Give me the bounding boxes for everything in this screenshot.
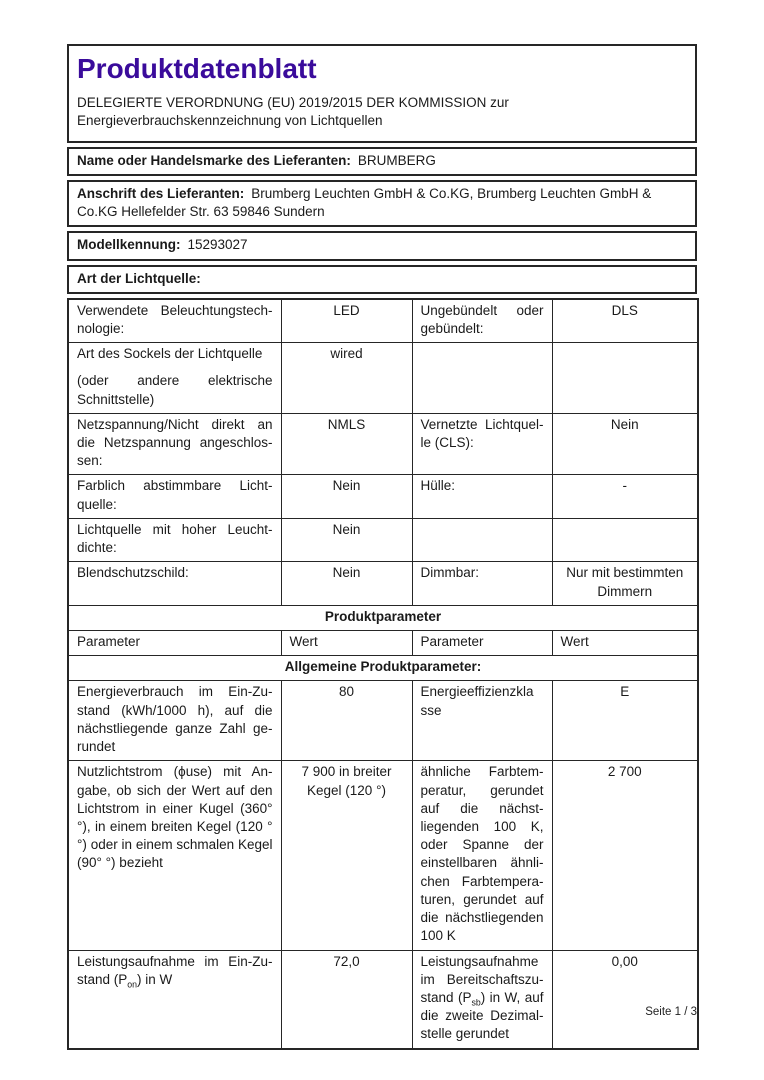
param-cell xyxy=(68,950,281,1049)
table-row xyxy=(68,681,698,761)
section-caption: Allgemeine Produktparameter: xyxy=(68,656,698,681)
table-row xyxy=(68,761,698,950)
supplier-name-value: BRUMBERG xyxy=(357,152,436,168)
value-cell: LED xyxy=(281,299,412,343)
value-cell: wired xyxy=(281,343,412,414)
supplier-address-value: Brumberg Leuchten GmbH & Co.KG, Brumberg Leuchten GmbH & Co.KG Hellefelder Str. 63 59846 Sundern xyxy=(77,185,652,220)
light-source-heading-box xyxy=(67,265,697,294)
param-cell: Ungebündelt oder gebündelt: xyxy=(412,299,552,343)
param-text: Leistungsaufnahme im Ein-Zustand (P xyxy=(77,953,273,987)
page-indicator: Seite 1 / 3 xyxy=(645,1006,697,1018)
param-cell xyxy=(68,343,281,414)
value-cell: 72,0 xyxy=(281,950,412,1049)
param-text: ) in W, auf die zweite Dezimalstelle gerundet xyxy=(420,989,544,1042)
section-row-allgemeine-produktparameter xyxy=(68,656,698,681)
table-row xyxy=(68,299,698,343)
model-id-value: 15293027 xyxy=(187,237,248,253)
table-row xyxy=(68,343,698,414)
param-line-2: (oder andere elektrische Schnittstelle) xyxy=(77,373,273,407)
value-cell: Nein xyxy=(552,413,698,475)
value-cell: NMLS xyxy=(281,413,412,475)
subscript-on: on xyxy=(127,979,138,990)
param-cell: ähnliche Farbtemperatur, gerundet auf die nächstliegenden 100 K, oder Spanne der einstellbaren ähnlichen Farbtemperaturen, gerundet auf die nächstliegenden 100 K xyxy=(412,761,552,950)
value-cell xyxy=(552,343,698,414)
product-parameters-table xyxy=(67,298,699,1050)
column-header: Wert xyxy=(281,631,412,656)
light-source-heading: Art der Lichtquelle: xyxy=(77,270,201,286)
value-cell: - xyxy=(552,475,698,518)
value-cell: Nur mit bestimmten Dimmern xyxy=(552,562,698,605)
regulation-subtitle: DELEGIERTE VERORDNUNG (EU) 2019/2015 DER KOMMISSION zur Energieverbrauchskennzeichnung von Lichtquellen xyxy=(77,95,509,129)
column-header: Wert xyxy=(552,631,698,656)
value-cell: 0,00 xyxy=(552,950,698,1049)
title-box xyxy=(67,44,697,143)
param-cell: Farblich abstimmbare Lichtquelle: xyxy=(68,475,281,518)
param-cell: Hülle: xyxy=(412,475,552,518)
param-cell: Verwendete Beleuchtungstechnologie: xyxy=(68,299,281,343)
document-title: Produktdatenblatt xyxy=(77,53,317,84)
section-row-produktparameter xyxy=(68,605,698,630)
param-cell xyxy=(412,518,552,561)
supplier-name-label: Name oder Handelsmarke des Lieferanten: xyxy=(77,152,351,168)
value-cell: 2 700 xyxy=(552,761,698,950)
supplier-address-label: Anschrift des Lieferanten: xyxy=(77,185,245,201)
column-header: Parameter xyxy=(68,631,281,656)
section-caption: Produktparameter xyxy=(68,605,698,630)
subscript-sb: sb xyxy=(471,997,481,1008)
table-row xyxy=(68,562,698,605)
table-row xyxy=(68,950,698,1049)
value-cell: 80 xyxy=(281,681,412,761)
value-cell: Nein xyxy=(281,518,412,561)
param-cell: Energieeffizienzklasse xyxy=(412,681,552,761)
value-cell xyxy=(552,518,698,561)
param-cell xyxy=(412,950,552,1049)
model-id-label: Modellkennung: xyxy=(77,237,181,253)
param-cell: Netzspannung/Nicht direkt an die Netzspannung angeschlossen: xyxy=(68,413,281,475)
model-id-box xyxy=(67,231,697,260)
param-text: ) in W xyxy=(137,971,173,987)
table-row xyxy=(68,475,698,518)
param-text: Leistungsaufnahme im Bereitschaftszustand (P xyxy=(420,953,544,1005)
column-header: Parameter xyxy=(412,631,552,656)
param-cell: Energieverbrauch im Ein-Zustand (kWh/1000 h), auf die nächstliegende ganze Zahl gerundet xyxy=(68,681,281,761)
table-row xyxy=(68,413,698,475)
value-cell: Nein xyxy=(281,475,412,518)
param-cell: Lichtquelle mit hoher Leuchtdichte: xyxy=(68,518,281,561)
param-cell: Nutzlichtstrom (ϕuse) mit Angabe, ob sich der Wert auf den Lichtstrom in einer Kugel (360° °), in einem breiten Kegel (120 °°) oder in einem schmalen Kegel (90° °) bezieht xyxy=(68,761,281,950)
supplier-name-box xyxy=(67,147,697,176)
param-cell: Vernetzte Lichtquelle (CLS): xyxy=(412,413,552,475)
value-cell: E xyxy=(552,681,698,761)
param-cell xyxy=(412,343,552,414)
table-row xyxy=(68,518,698,561)
supplier-name-line xyxy=(77,152,687,170)
value-cell: Nein xyxy=(281,562,412,605)
model-id-line xyxy=(77,236,687,254)
value-cell: DLS xyxy=(552,299,698,343)
column-header-row xyxy=(68,631,698,656)
supplier-address-line xyxy=(77,185,687,221)
value-cell: 7 900 in breiter Kegel (120 °) xyxy=(281,761,412,950)
param-cell: Dimmbar: xyxy=(412,562,552,605)
supplier-address-box xyxy=(67,180,697,227)
param-line-1: Art des Sockels der Lichtquelle xyxy=(77,346,263,362)
param-cell: Blendschutzschild: xyxy=(68,562,281,605)
